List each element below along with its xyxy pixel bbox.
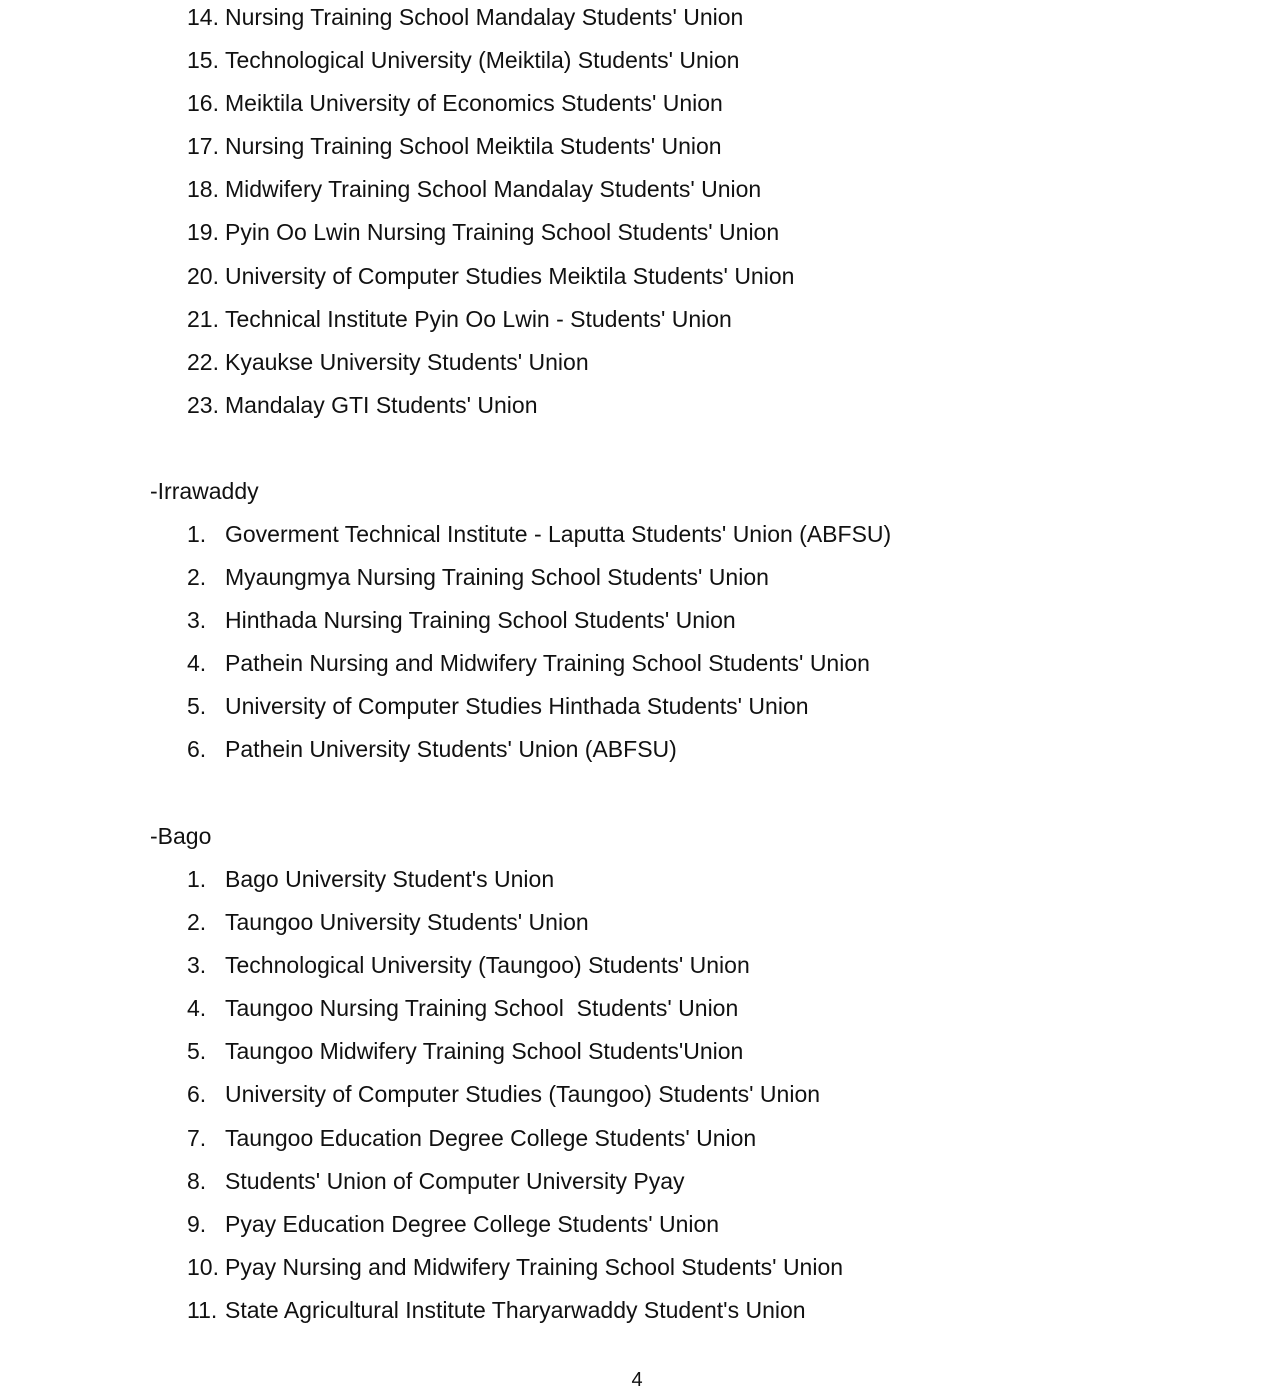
item-number: 17. xyxy=(187,133,219,160)
item-text: Bago University Student's Union xyxy=(225,866,555,892)
item-number: 19. xyxy=(187,219,219,246)
list-item xyxy=(0,734,1274,777)
list-item xyxy=(0,347,1274,390)
list-item xyxy=(0,648,1274,691)
list-item xyxy=(0,304,1274,347)
item-number: 8. xyxy=(187,1167,207,1194)
item-text: Pyay Education Degree College Students' Union xyxy=(225,1210,720,1237)
item-number: 11. xyxy=(187,1296,218,1323)
item-text: Kyaukse University Students' Union xyxy=(225,348,589,375)
item-number: 18. xyxy=(187,176,219,203)
item-text: Pyin Oo Lwin Nursing Training School Students' Union xyxy=(225,219,780,246)
item-text: Goverment Technical Institute - Laputta Students' Union (ABFSU) xyxy=(225,521,892,547)
list-item xyxy=(0,174,1274,217)
item-text: University of Computer Studies Meiktila Students' Union xyxy=(225,262,795,289)
list-item xyxy=(0,217,1274,260)
list-item xyxy=(0,993,1274,1036)
list-item xyxy=(0,605,1274,648)
item-number: 1. xyxy=(187,866,207,892)
list-item xyxy=(0,519,1274,562)
list-item xyxy=(0,1295,1274,1338)
list-item xyxy=(0,1209,1274,1252)
list-item xyxy=(0,45,1274,88)
item-text: Pathein Nursing and Midwifery Training School Students' Union xyxy=(225,650,870,677)
list-item xyxy=(0,950,1274,993)
item-number: 14. xyxy=(187,4,219,30)
union-list-mandalay xyxy=(0,2,1274,433)
section-heading: -Irrawaddy xyxy=(150,478,259,504)
item-number: 15. xyxy=(187,47,219,74)
item-text: Meiktila University of Economics Students' Union xyxy=(225,90,723,117)
item-number: 9. xyxy=(187,1210,207,1237)
item-text: Technological University (Taungoo) Students' Union xyxy=(225,952,750,979)
item-text: Taungoo Midwifery Training School Students'Union xyxy=(225,1038,744,1065)
list-item xyxy=(0,2,1274,45)
item-text: Technological University (Meiktila) Students' Union xyxy=(225,47,740,74)
item-number: 3. xyxy=(187,607,207,634)
item-text: Taungoo University Students' Union xyxy=(225,909,589,936)
list-item xyxy=(0,390,1274,433)
item-text: Midwifery Training School Mandalay Students' Union xyxy=(225,176,762,203)
list-item xyxy=(0,88,1274,131)
list-item xyxy=(0,1036,1274,1079)
item-number: 4. xyxy=(187,995,207,1022)
list-item xyxy=(0,1079,1274,1122)
list-item xyxy=(0,562,1274,605)
item-text: Technical Institute Pyin Oo Lwin - Students' Union xyxy=(225,305,732,332)
item-number: 6. xyxy=(187,1081,207,1108)
item-text: State Agricultural Institute Tharyarwaddy Student's Union xyxy=(225,1296,806,1323)
item-text: Pyay Nursing and Midwifery Training School Students' Union xyxy=(225,1253,844,1280)
list-item xyxy=(0,261,1274,304)
item-number: 22. xyxy=(187,348,219,375)
item-text: Taungoo Education Degree College Students' Union xyxy=(225,1124,757,1151)
item-text: University of Computer Studies Hinthada Students' Union xyxy=(225,693,809,720)
item-number: 5. xyxy=(187,693,207,720)
item-text: Hinthada Nursing Training School Students' Union xyxy=(225,607,736,634)
list-item xyxy=(0,864,1274,907)
item-number: 4. xyxy=(187,650,207,677)
item-text: Taungoo Nursing Training School Students' Union xyxy=(225,995,739,1022)
item-number: 2. xyxy=(187,564,207,591)
item-number: 3. xyxy=(187,952,207,979)
union-list-bago xyxy=(0,864,1274,1338)
union-list-irrawaddy xyxy=(0,519,1274,778)
item-text: Myaungmya Nursing Training School Students' Union xyxy=(225,564,769,591)
item-text: Students' Union of Computer University Pyay xyxy=(225,1167,685,1194)
list-item xyxy=(0,1166,1274,1209)
item-number: 1. xyxy=(187,521,207,547)
item-number: 20. xyxy=(187,262,219,289)
item-text: Pathein University Students' Union (ABFSU) xyxy=(225,736,677,763)
item-text: Nursing Training School Meiktila Students' Union xyxy=(225,133,722,160)
list-item xyxy=(0,1123,1274,1166)
item-number: 21. xyxy=(187,305,219,332)
list-item xyxy=(0,131,1274,174)
item-text: Mandalay GTI Students' Union xyxy=(225,391,538,418)
section-heading: -Bago xyxy=(150,823,212,849)
list-item xyxy=(0,1252,1274,1295)
item-number: 10. xyxy=(187,1253,219,1280)
item-text: University of Computer Studies (Taungoo) Students' Union xyxy=(225,1081,821,1108)
list-item xyxy=(0,691,1274,734)
page-number: 4 xyxy=(631,1369,643,1391)
item-number: 5. xyxy=(187,1038,207,1065)
item-text: Nursing Training School Mandalay Students' Union xyxy=(225,4,744,30)
item-number: 7. xyxy=(187,1124,207,1151)
list-item xyxy=(0,907,1274,950)
item-number: 23. xyxy=(187,391,219,418)
item-number: 2. xyxy=(187,909,207,936)
item-number: 6. xyxy=(187,736,207,763)
item-number: 16. xyxy=(187,90,219,117)
